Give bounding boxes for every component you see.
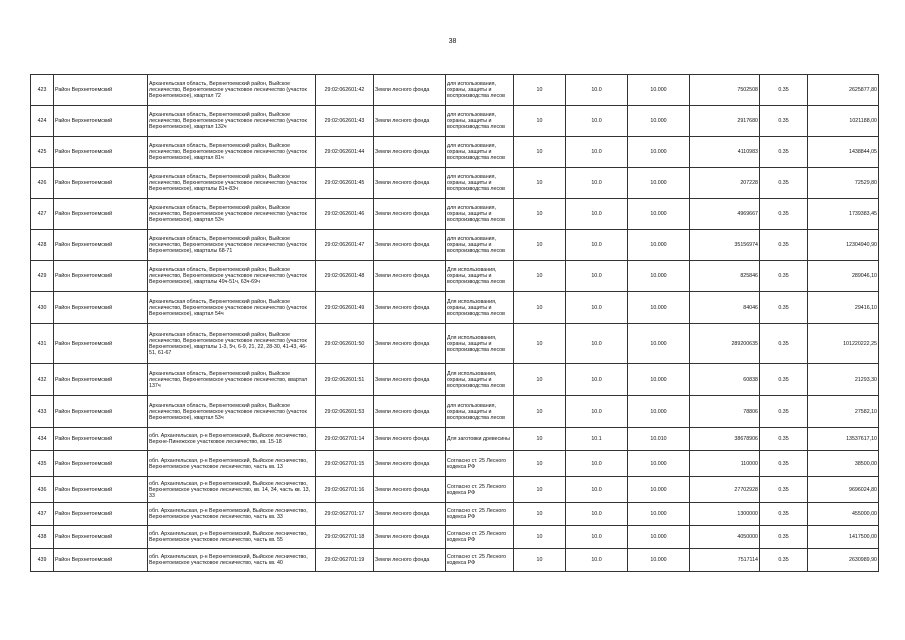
- district-cell: Район Верхнетоемский: [54, 324, 148, 364]
- value-cell-2: 10.0: [566, 364, 628, 396]
- value-cell-3: 10.000: [628, 75, 690, 106]
- area-cell: 207228: [690, 168, 760, 199]
- district-cell: Район Верхнетоемский: [54, 292, 148, 324]
- value-cell-2: 10.0: [566, 526, 628, 549]
- row-number: 423: [31, 75, 54, 106]
- land-category-cell: Земли лесного фонда: [374, 364, 446, 396]
- sum-cell: 2625877,80: [808, 75, 879, 106]
- area-cell: 289200635: [690, 324, 760, 364]
- address-cell: Архангельская область, Верхнетоемский район, Выйское лесничество, Верхнетоемское участковое лесничество (участок Верхнетоемское), кварталы 68-71: [148, 230, 316, 261]
- cadastral-number-cell: 29:02:062601:45: [316, 168, 374, 199]
- rate-cell: 0.35: [760, 230, 808, 261]
- row-number: 428: [31, 230, 54, 261]
- row-number: 431: [31, 324, 54, 364]
- area-cell: 27702928: [690, 477, 760, 503]
- value-cell-1: 10: [514, 526, 566, 549]
- sum-cell: 27582,10: [808, 396, 879, 428]
- cadastral-number-cell: 29:02:062701:17: [316, 503, 374, 526]
- permitted-use-cell: для использования, охраны, защиты и воспроизводства лесов: [446, 75, 514, 106]
- cadastral-number-cell: 29:02:062601:42: [316, 75, 374, 106]
- cadastral-number-cell: 29:02:062701:18: [316, 526, 374, 549]
- area-cell: 825846: [690, 261, 760, 292]
- permitted-use-cell: для использования, охраны, защиты и воспроизводства лесов: [446, 106, 514, 137]
- rate-cell: 0.35: [760, 199, 808, 230]
- value-cell-1: 10: [514, 230, 566, 261]
- district-cell: Район Верхнетоемский: [54, 549, 148, 572]
- address-cell: Архангельская область, Верхнетоемский район, Выйское лесничество, Верхнетоемское участковое лесничество (участок Верхнетоемское), квартал 53ч: [148, 396, 316, 428]
- permitted-use-cell: Для использования, охраны, защиты и воспроизводства лесов: [446, 292, 514, 324]
- land-category-cell: Земли лесного фонда: [374, 503, 446, 526]
- area-cell: 35156974: [690, 230, 760, 261]
- value-cell-3: 10.000: [628, 396, 690, 428]
- address-cell: обл. Архангельская, р-н Верхнетоемский, Выйское лесничество, Верхнетоемское участковое лесничество, часть кв. 33: [148, 503, 316, 526]
- cadastral-number-cell: 29:02:062601:46: [316, 199, 374, 230]
- value-cell-3: 10.000: [628, 526, 690, 549]
- value-cell-2: 10.0: [566, 168, 628, 199]
- district-cell: Район Верхнетоемский: [54, 396, 148, 428]
- cadastral-number-cell: 29:02:062701:19: [316, 549, 374, 572]
- value-cell-3: 10.010: [628, 428, 690, 451]
- district-cell: Район Верхнетоемский: [54, 75, 148, 106]
- row-number: 429: [31, 261, 54, 292]
- row-number: 435: [31, 451, 54, 477]
- permitted-use-cell: Для использования, охраны, защиты и воспроизводства лесов: [446, 324, 514, 364]
- cadastral-number-cell: 29:02:062701:16: [316, 477, 374, 503]
- sum-cell: 1438844,05: [808, 137, 879, 168]
- address-cell: обл. Архангельская, р-н Верхнетоемский, Выйское лесничество, Верхнетоемское участковое лесничество, часть кв. 40: [148, 549, 316, 572]
- permitted-use-cell: для использования, охраны, защиты и воспроизводства лесов: [446, 137, 514, 168]
- permitted-use-cell: Согласно ст. 25 Лесного кодекса РФ: [446, 451, 514, 477]
- rate-cell: 0.35: [760, 292, 808, 324]
- sum-cell: 21293,30: [808, 364, 879, 396]
- cadastral-number-cell: 29:02:062601:43: [316, 106, 374, 137]
- permitted-use-cell: Согласно ст. 25 Лесного кодекса РФ: [446, 549, 514, 572]
- value-cell-2: 10.0: [566, 199, 628, 230]
- land-category-cell: Земли лесного фонда: [374, 451, 446, 477]
- land-category-cell: Земли лесного фонда: [374, 230, 446, 261]
- area-cell: 60838: [690, 364, 760, 396]
- cadastral-number-cell: 29:02:062601:49: [316, 292, 374, 324]
- district-cell: Район Верхнетоемский: [54, 137, 148, 168]
- value-cell-3: 10.000: [628, 324, 690, 364]
- rate-cell: 0.35: [760, 477, 808, 503]
- sum-cell: 29416,10: [808, 292, 879, 324]
- address-cell: Архангельская область, Верхнетоемский район, Выйское лесничество, Верхнетоемское участковое лесничество (участок Верхнетоемское), квартал 81ч: [148, 137, 316, 168]
- sum-cell: 455000,00: [808, 503, 879, 526]
- value-cell-2: 10.0: [566, 503, 628, 526]
- row-number: 437: [31, 503, 54, 526]
- address-cell: обл. Архангельская, р-н Верхнетоемский, Выйское лесничество, Верхнетоемское участковое лесничество, часть кв. 55: [148, 526, 316, 549]
- area-cell: 1300000: [690, 503, 760, 526]
- value-cell-1: 10: [514, 137, 566, 168]
- value-cell-3: 10.000: [628, 230, 690, 261]
- value-cell-1: 10: [514, 261, 566, 292]
- sum-cell: 9696024,80: [808, 477, 879, 503]
- sum-cell: 13537617,10: [808, 428, 879, 451]
- rate-cell: 0.35: [760, 428, 808, 451]
- table-row: [31, 451, 879, 477]
- value-cell-2: 10.0: [566, 396, 628, 428]
- value-cell-3: 10.000: [628, 364, 690, 396]
- land-category-cell: Земли лесного фонда: [374, 526, 446, 549]
- area-cell: 2917680: [690, 106, 760, 137]
- value-cell-2: 10.1: [566, 428, 628, 451]
- land-category-cell: Земли лесного фонда: [374, 75, 446, 106]
- table-row: [31, 324, 879, 364]
- table-row: [31, 137, 879, 168]
- value-cell-3: 10.000: [628, 503, 690, 526]
- address-cell: обл. Архангельская, р-н Верхнетоемский, Выйское лесничество, Верхнетоемское участковое лесничество, часть кв. 13: [148, 451, 316, 477]
- rate-cell: 0.35: [760, 503, 808, 526]
- permitted-use-cell: для использования, охраны, защиты и воспроизводства лесов: [446, 199, 514, 230]
- table-body: [31, 75, 879, 572]
- district-cell: Район Верхнетоемский: [54, 503, 148, 526]
- cadastral-number-cell: 29:02:062601:51: [316, 364, 374, 396]
- table-row: [31, 106, 879, 137]
- district-cell: Район Верхнетоемский: [54, 428, 148, 451]
- area-cell: 84046: [690, 292, 760, 324]
- value-cell-3: 10.000: [628, 549, 690, 572]
- rate-cell: 0.35: [760, 324, 808, 364]
- sum-cell: 289046,10: [808, 261, 879, 292]
- cadastral-number-cell: 29:02:062601:53: [316, 396, 374, 428]
- row-number: 433: [31, 396, 54, 428]
- value-cell-2: 10.0: [566, 549, 628, 572]
- land-category-cell: Земли лесного фонда: [374, 106, 446, 137]
- address-cell: Архангельская область, Верхнетоемский район, Выйское лесничество, Верхнетоемское участковое лесничество (участок Верхнетоемское), квартал 72: [148, 75, 316, 106]
- rate-cell: 0.35: [760, 137, 808, 168]
- sum-cell: 1021188,00: [808, 106, 879, 137]
- rate-cell: 0.35: [760, 451, 808, 477]
- rate-cell: 0.35: [760, 526, 808, 549]
- rate-cell: 0.35: [760, 106, 808, 137]
- district-cell: Район Верхнетоемский: [54, 261, 148, 292]
- permitted-use-cell: Согласно ст. 25 Лесного кодекса РФ: [446, 503, 514, 526]
- value-cell-3: 10.000: [628, 106, 690, 137]
- address-cell: обл. Архангельская, р-н Верхнетоемский, Выйское лесничество, Верхнетоемское участковое лесничество, кв. 14, 34, часть кв. 13, 33: [148, 477, 316, 503]
- district-cell: Район Верхнетоемский: [54, 451, 148, 477]
- area-cell: 78806: [690, 396, 760, 428]
- address-cell: Архангельская область, Верхнетоемский район, Выйское лесничество, Верхнетоемское участковое лесничество (участок Верхнетоемское), кварталы 1-3, 5ч, 6-9, 21, 22, 28-30, 41-43, 46-51, 61-67: [148, 324, 316, 364]
- cadastral-number-cell: 29:02:062601:50: [316, 324, 374, 364]
- sum-cell: 12304940,90: [808, 230, 879, 261]
- row-number: 438: [31, 526, 54, 549]
- cadastral-number-cell: 29:02:062601:44: [316, 137, 374, 168]
- value-cell-3: 10.000: [628, 137, 690, 168]
- table-row: [31, 230, 879, 261]
- value-cell-3: 10.000: [628, 451, 690, 477]
- value-cell-1: 10: [514, 199, 566, 230]
- district-cell: Район Верхнетоемский: [54, 230, 148, 261]
- row-number: 425: [31, 137, 54, 168]
- table-row: [31, 503, 879, 526]
- sum-cell: 2630989,90: [808, 549, 879, 572]
- row-number: 432: [31, 364, 54, 396]
- value-cell-3: 10.000: [628, 477, 690, 503]
- rate-cell: 0.35: [760, 75, 808, 106]
- land-category-cell: Земли лесного фонда: [374, 477, 446, 503]
- permitted-use-cell: Для использования, охраны, защиты и воспроизводства лесов: [446, 261, 514, 292]
- table-row: [31, 477, 879, 503]
- address-cell: Архангельская область, Верхнетоемский район, Выйское лесничество, Верхнетоемское участковое лесничество (участок Верхнетоемское), квартал 54ч: [148, 292, 316, 324]
- district-cell: Район Верхнетоемский: [54, 477, 148, 503]
- permitted-use-cell: Для использования, охраны, защиты и воспроизводства лесов: [446, 364, 514, 396]
- district-cell: Район Верхнетоемский: [54, 106, 148, 137]
- row-number: 430: [31, 292, 54, 324]
- table-row: [31, 428, 879, 451]
- value-cell-2: 10.0: [566, 137, 628, 168]
- value-cell-2: 10.0: [566, 324, 628, 364]
- address-cell: Архангельская область, Верхнетоемский район, Выйское лесничество, Верхнетоемское участковое лесничество (участок Верхнетоемское), кварталы 81ч-83ч: [148, 168, 316, 199]
- address-cell: обл. Архангельская, р-н Верхнетоемский, Выйское лесничество, Верхне-Пинежское участковое лесничество, кв. 15-18: [148, 428, 316, 451]
- table-row: [31, 292, 879, 324]
- row-number: 439: [31, 549, 54, 572]
- district-cell: Район Верхнетоемский: [54, 168, 148, 199]
- area-cell: 4969667: [690, 199, 760, 230]
- sum-cell: 72529,80: [808, 168, 879, 199]
- table-row: [31, 364, 879, 396]
- value-cell-1: 10: [514, 292, 566, 324]
- value-cell-1: 10: [514, 396, 566, 428]
- sum-cell: 38500,00: [808, 451, 879, 477]
- value-cell-3: 10.000: [628, 199, 690, 230]
- cadastral-number-cell: 29:02:062701:14: [316, 428, 374, 451]
- table-row: [31, 396, 879, 428]
- land-plots-table: [30, 74, 879, 572]
- area-cell: 38678906: [690, 428, 760, 451]
- permitted-use-cell: для использования, охраны, защиты и воспроизводства лесов: [446, 230, 514, 261]
- row-number: 434: [31, 428, 54, 451]
- row-number: 436: [31, 477, 54, 503]
- row-number: 427: [31, 199, 54, 230]
- land-category-cell: Земли лесного фонда: [374, 549, 446, 572]
- value-cell-2: 10.0: [566, 106, 628, 137]
- table-row: [31, 549, 879, 572]
- page-number: 38: [448, 38, 457, 45]
- value-cell-3: 10.000: [628, 168, 690, 199]
- value-cell-2: 10.0: [566, 292, 628, 324]
- land-category-cell: Земли лесного фонда: [374, 396, 446, 428]
- value-cell-1: 10: [514, 477, 566, 503]
- rate-cell: 0.35: [760, 396, 808, 428]
- sum-cell: 1739383,45: [808, 199, 879, 230]
- address-cell: Архангельская область, Верхнетоемский район, Выйское лесничество, Верхнетоемское участковое лесничество, квартал 137ч: [148, 364, 316, 396]
- rate-cell: 0.35: [760, 261, 808, 292]
- table-row: [31, 168, 879, 199]
- value-cell-1: 10: [514, 106, 566, 137]
- permitted-use-cell: Для заготовки древесины: [446, 428, 514, 451]
- area-cell: 4050000: [690, 526, 760, 549]
- land-category-cell: Земли лесного фонда: [374, 292, 446, 324]
- value-cell-1: 10: [514, 428, 566, 451]
- land-category-cell: Земли лесного фонда: [374, 199, 446, 230]
- cadastral-number-cell: 29:02:062701:15: [316, 451, 374, 477]
- value-cell-2: 10.0: [566, 451, 628, 477]
- rate-cell: 0.35: [760, 549, 808, 572]
- area-cell: 4110983: [690, 137, 760, 168]
- district-cell: Район Верхнетоемский: [54, 364, 148, 396]
- area-cell: 110000: [690, 451, 760, 477]
- district-cell: Район Верхнетоемский: [54, 199, 148, 230]
- value-cell-2: 10.0: [566, 230, 628, 261]
- district-cell: Район Верхнетоемский: [54, 526, 148, 549]
- land-category-cell: Земли лесного фонда: [374, 324, 446, 364]
- address-cell: Архангельская область, Верхнетоемский район, Выйское лесничество, Верхнетоемское участковое лесничество (участок Верхнетоемское), квартал 53ч: [148, 199, 316, 230]
- value-cell-1: 10: [514, 364, 566, 396]
- rate-cell: 0.35: [760, 364, 808, 396]
- cadastral-number-cell: 29:02:062601:48: [316, 261, 374, 292]
- area-cell: 7502508: [690, 75, 760, 106]
- table-row: [31, 526, 879, 549]
- cadastral-number-cell: 29:02:062601:47: [316, 230, 374, 261]
- value-cell-2: 10.0: [566, 75, 628, 106]
- value-cell-1: 10: [514, 503, 566, 526]
- sum-cell: 101220222,25: [808, 324, 879, 364]
- table-row: [31, 75, 879, 106]
- value-cell-3: 10.000: [628, 261, 690, 292]
- sum-cell: 1417500,00: [808, 526, 879, 549]
- permitted-use-cell: Согласно ст. 25 Лесного кодекса РФ: [446, 477, 514, 503]
- address-cell: Архангельская область, Верхнетоемский район, Выйское лесничество, Верхнетоемское участковое лесничество (участок Верхнетоемское), квартал 132ч: [148, 106, 316, 137]
- value-cell-1: 10: [514, 75, 566, 106]
- row-number: 426: [31, 168, 54, 199]
- area-cell: 7517114: [690, 549, 760, 572]
- value-cell-2: 10.0: [566, 261, 628, 292]
- table-row: [31, 261, 879, 292]
- permitted-use-cell: Согласно ст. 25 Лесного кодекса РФ: [446, 526, 514, 549]
- value-cell-1: 10: [514, 549, 566, 572]
- address-cell: Архангельская область, Верхнетоемский район, Выйское лесничество, Верхнетоемское участковое лесничество (участок Верхнетоемское), кварталы 49ч-51ч, 63ч-69ч: [148, 261, 316, 292]
- land-category-cell: Земли лесного фонда: [374, 137, 446, 168]
- value-cell-1: 10: [514, 451, 566, 477]
- row-number: 424: [31, 106, 54, 137]
- value-cell-1: 10: [514, 324, 566, 364]
- land-category-cell: Земли лесного фонда: [374, 261, 446, 292]
- value-cell-2: 10.0: [566, 477, 628, 503]
- value-cell-1: 10: [514, 168, 566, 199]
- rate-cell: 0.35: [760, 168, 808, 199]
- permitted-use-cell: для использования, охраны, защиты и воспроизводства лесов: [446, 168, 514, 199]
- value-cell-3: 10.000: [628, 292, 690, 324]
- land-category-cell: Земли лесного фонда: [374, 428, 446, 451]
- table-row: [31, 199, 879, 230]
- permitted-use-cell: для использования, охраны, защиты и воспроизводства лесов: [446, 396, 514, 428]
- land-category-cell: Земли лесного фонда: [374, 168, 446, 199]
